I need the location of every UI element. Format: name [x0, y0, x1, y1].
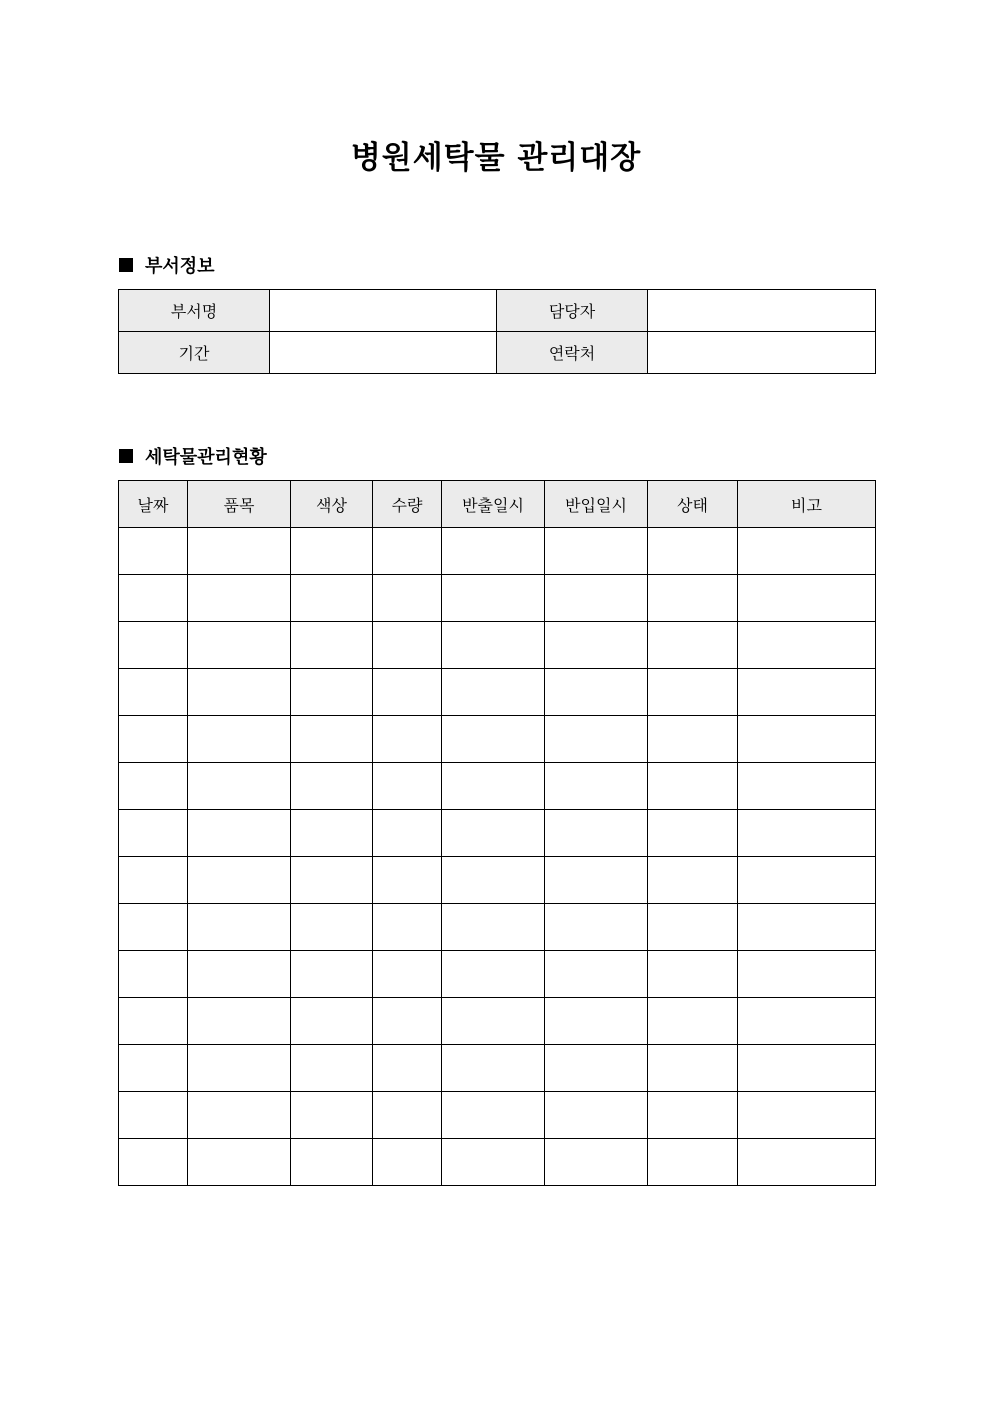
cell-in-datetime[interactable]	[545, 622, 648, 669]
table-row	[119, 1045, 876, 1092]
cell-status[interactable]	[648, 951, 738, 998]
cell-item[interactable]	[188, 857, 291, 904]
cell-in-datetime[interactable]	[545, 716, 648, 763]
document-title: 병원세탁물 관리대장	[350, 140, 642, 176]
cell-date[interactable]	[119, 1092, 188, 1139]
cell-item[interactable]	[188, 716, 291, 763]
cell-quantity[interactable]	[373, 904, 442, 951]
table-row	[119, 716, 876, 763]
laundry-table-body	[119, 528, 876, 1186]
column-header-status: 상태	[648, 481, 738, 528]
cell-quantity[interactable]	[373, 763, 442, 810]
cell-quantity[interactable]	[373, 528, 442, 575]
cell-remarks[interactable]	[738, 1045, 876, 1092]
cell-out-datetime[interactable]	[442, 1139, 545, 1186]
laundry-status-table	[118, 480, 876, 1186]
cell-quantity[interactable]	[373, 716, 442, 763]
cell-quantity[interactable]	[373, 1045, 442, 1092]
manager-field[interactable]	[648, 290, 876, 332]
cell-remarks[interactable]	[738, 763, 876, 810]
table-row	[119, 904, 876, 951]
contact-label: 연락처	[497, 332, 648, 374]
cell-remarks[interactable]	[738, 1139, 876, 1186]
cell-quantity[interactable]	[373, 951, 442, 998]
cell-in-datetime[interactable]	[545, 904, 648, 951]
cell-date[interactable]	[119, 857, 188, 904]
cell-quantity[interactable]	[373, 575, 442, 622]
cell-color[interactable]	[291, 857, 373, 904]
cell-out-datetime[interactable]	[442, 951, 545, 998]
cell-item[interactable]	[188, 528, 291, 575]
cell-item[interactable]	[188, 951, 291, 998]
cell-out-datetime[interactable]	[442, 810, 545, 857]
cell-status[interactable]	[648, 669, 738, 716]
column-header-remarks: 비고	[738, 481, 876, 528]
column-header-date: 날짜	[119, 481, 188, 528]
cell-status[interactable]	[648, 763, 738, 810]
table-row	[119, 669, 876, 716]
cell-status[interactable]	[648, 857, 738, 904]
cell-date[interactable]	[119, 998, 188, 1045]
cell-remarks[interactable]	[738, 857, 876, 904]
cell-in-datetime[interactable]	[545, 1045, 648, 1092]
cell-color[interactable]	[291, 528, 373, 575]
cell-status[interactable]	[648, 622, 738, 669]
cell-in-datetime[interactable]	[545, 998, 648, 1045]
cell-out-datetime[interactable]	[442, 575, 545, 622]
cell-out-datetime[interactable]	[442, 857, 545, 904]
cell-in-datetime[interactable]	[545, 857, 648, 904]
cell-status[interactable]	[648, 1139, 738, 1186]
table-header-row	[119, 481, 876, 528]
cell-color[interactable]	[291, 575, 373, 622]
table-row	[119, 951, 876, 998]
cell-remarks[interactable]	[738, 810, 876, 857]
cell-status[interactable]	[648, 904, 738, 951]
cell-date[interactable]	[119, 575, 188, 622]
cell-date[interactable]	[119, 763, 188, 810]
cell-color[interactable]	[291, 763, 373, 810]
cell-color[interactable]	[291, 1045, 373, 1092]
cell-status[interactable]	[648, 716, 738, 763]
cell-out-datetime[interactable]	[442, 998, 545, 1045]
cell-color[interactable]	[291, 669, 373, 716]
section-heading-laundry-status	[119, 443, 267, 469]
cell-in-datetime[interactable]	[545, 1092, 648, 1139]
cell-out-datetime[interactable]	[442, 528, 545, 575]
manager-label: 담당자	[497, 290, 648, 332]
cell-date[interactable]	[119, 904, 188, 951]
cell-color[interactable]	[291, 1139, 373, 1186]
cell-remarks[interactable]	[738, 951, 876, 998]
cell-item[interactable]	[188, 810, 291, 857]
cell-out-datetime[interactable]	[442, 716, 545, 763]
cell-date[interactable]	[119, 951, 188, 998]
cell-status[interactable]	[648, 810, 738, 857]
dept-info-table	[118, 289, 876, 374]
table-row	[119, 810, 876, 857]
square-bullet-icon	[119, 258, 133, 272]
cell-item[interactable]	[188, 998, 291, 1045]
table-row	[119, 290, 876, 332]
cell-quantity[interactable]	[373, 622, 442, 669]
cell-quantity[interactable]	[373, 998, 442, 1045]
cell-color[interactable]	[291, 904, 373, 951]
cell-item[interactable]	[188, 763, 291, 810]
cell-date[interactable]	[119, 1045, 188, 1092]
section-heading-label: 부서정보	[145, 256, 215, 277]
cell-quantity[interactable]	[373, 1092, 442, 1139]
cell-remarks[interactable]	[738, 1092, 876, 1139]
cell-remarks[interactable]	[738, 998, 876, 1045]
period-field[interactable]	[270, 332, 497, 374]
cell-in-datetime[interactable]	[545, 951, 648, 998]
cell-status[interactable]	[648, 1045, 738, 1092]
cell-out-datetime[interactable]	[442, 669, 545, 716]
cell-out-datetime[interactable]	[442, 1045, 545, 1092]
cell-quantity[interactable]	[373, 857, 442, 904]
cell-out-datetime[interactable]	[442, 904, 545, 951]
cell-status[interactable]	[648, 528, 738, 575]
cell-out-datetime[interactable]	[442, 622, 545, 669]
table-row	[119, 998, 876, 1045]
table-row	[119, 1139, 876, 1186]
cell-item[interactable]	[188, 575, 291, 622]
cell-date[interactable]	[119, 622, 188, 669]
dept-name-field[interactable]	[270, 290, 497, 332]
cell-status[interactable]	[648, 998, 738, 1045]
cell-item[interactable]	[188, 669, 291, 716]
table-row	[119, 332, 876, 374]
cell-remarks[interactable]	[738, 528, 876, 575]
cell-out-datetime[interactable]	[442, 1092, 545, 1139]
cell-quantity[interactable]	[373, 810, 442, 857]
contact-field[interactable]	[648, 332, 876, 374]
cell-date[interactable]	[119, 716, 188, 763]
cell-in-datetime[interactable]	[545, 528, 648, 575]
column-header-item: 품목	[188, 481, 291, 528]
cell-remarks[interactable]	[738, 716, 876, 763]
column-header-quantity: 수량	[373, 481, 442, 528]
table-row	[119, 857, 876, 904]
cell-quantity[interactable]	[373, 1139, 442, 1186]
table-row	[119, 575, 876, 622]
cell-status[interactable]	[648, 575, 738, 622]
cell-date[interactable]	[119, 669, 188, 716]
cell-item[interactable]	[188, 1092, 291, 1139]
column-header-color: 색상	[291, 481, 373, 528]
cell-item[interactable]	[188, 904, 291, 951]
cell-in-datetime[interactable]	[545, 575, 648, 622]
table-row	[119, 1092, 876, 1139]
cell-color[interactable]	[291, 810, 373, 857]
cell-date[interactable]	[119, 528, 188, 575]
cell-in-datetime[interactable]	[545, 669, 648, 716]
table-row	[119, 622, 876, 669]
cell-color[interactable]	[291, 622, 373, 669]
cell-date[interactable]	[119, 1139, 188, 1186]
cell-in-datetime[interactable]	[545, 810, 648, 857]
cell-color[interactable]	[291, 716, 373, 763]
cell-in-datetime[interactable]	[545, 763, 648, 810]
cell-item[interactable]	[188, 1045, 291, 1092]
column-header-out-datetime: 반출일시	[442, 481, 545, 528]
cell-remarks[interactable]	[738, 622, 876, 669]
cell-status[interactable]	[648, 1092, 738, 1139]
cell-remarks[interactable]	[738, 575, 876, 622]
table-row	[119, 763, 876, 810]
cell-color[interactable]	[291, 1092, 373, 1139]
cell-remarks[interactable]	[738, 669, 876, 716]
section-heading-label: 세탁물관리현황	[145, 447, 267, 468]
cell-color[interactable]	[291, 998, 373, 1045]
column-header-in-datetime: 반입일시	[545, 481, 648, 528]
cell-color[interactable]	[291, 951, 373, 998]
cell-in-datetime[interactable]	[545, 1139, 648, 1186]
square-bullet-icon	[119, 449, 133, 463]
cell-quantity[interactable]	[373, 669, 442, 716]
section-heading-dept-info	[119, 252, 215, 278]
period-label: 기간	[119, 332, 270, 374]
table-row	[119, 528, 876, 575]
cell-out-datetime[interactable]	[442, 763, 545, 810]
cell-date[interactable]	[119, 810, 188, 857]
cell-item[interactable]	[188, 622, 291, 669]
dept-name-label: 부서명	[119, 290, 270, 332]
cell-remarks[interactable]	[738, 904, 876, 951]
cell-item[interactable]	[188, 1139, 291, 1186]
